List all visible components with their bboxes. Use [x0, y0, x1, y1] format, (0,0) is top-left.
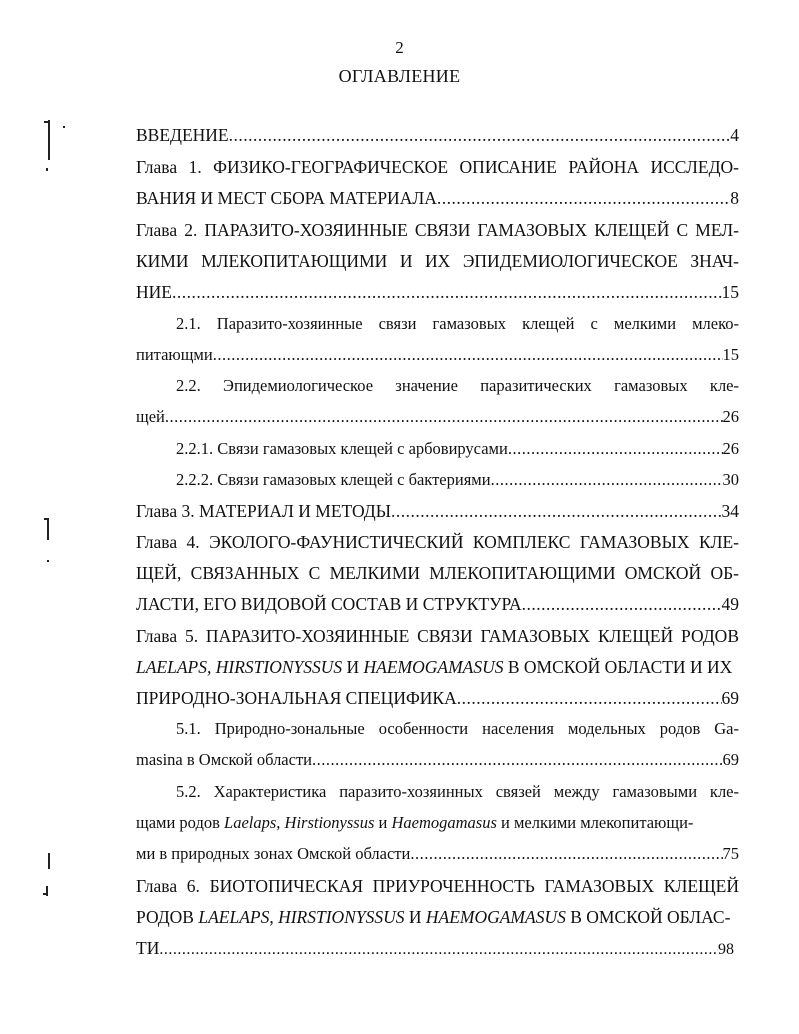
- toc-entry-chapter-3[interactable]: [136, 500, 739, 522]
- dot-leader: [437, 187, 730, 209]
- toc-entry-section-2-2-line-1[interactable]: 2.2. Эпидемиологическое значение паразитических гамазовых кле-: [176, 376, 739, 395]
- scan-artifact-mark: [63, 126, 65, 128]
- toc-entry-chapter-4-line-2[interactable]: ЩЕЙ, СВЯЗАННЫХ С МЕЛКИМИ МЛЕКОПИТАЮЩИМИ ОМСКОЙ ОБ-: [136, 563, 739, 583]
- toc-entry-chapter-2-line-2[interactable]: КИМИ МЛЕКОПИТАЮЩИМИ И ИХ ЭПИДЕМИОЛОГИЧЕСКОЕ ЗНАЧ-: [136, 251, 739, 271]
- toc-entry-page: 69: [722, 750, 739, 769]
- toc-entry-section-2-1-line-1[interactable]: 2.1. Паразито-хозяинные связи гамазовых клещей с мелкими млеко-: [176, 314, 739, 333]
- toc-entry-section-2-2-line-2[interactable]: [136, 406, 739, 428]
- scan-artifact-mark: [46, 886, 48, 896]
- toc-entry-title: 2.2.2. Связи гамазовых клещей с бактериями: [176, 470, 491, 489]
- toc-entry-title: ПРИРОДНО-ЗОНАЛЬНАЯ СПЕЦИФИКА: [136, 688, 457, 708]
- toc-entry-text: В ОМСКОЙ ОБЛАС-: [565, 907, 731, 927]
- genus-haemogamasus: HAEMOGAMASUS: [363, 657, 504, 677]
- page-number: 2: [395, 38, 404, 57]
- genus-hirstionyssus: HIRSTIONYSSUS: [215, 657, 343, 677]
- scan-artifact-mark: [44, 121, 49, 123]
- genus-haemogamasus: HAEMOGAMASUS: [425, 907, 566, 927]
- toc-entry-text: щами родов: [136, 813, 225, 832]
- toc-entry-title: ВАНИЯ И МЕСТ СБОРА МАТЕРИАЛА: [136, 188, 437, 208]
- scan-artifact-mark: [48, 853, 50, 869]
- toc-entry-chapter-2-line-1[interactable]: Глава 2. ПАРАЗИТО-ХОЗЯИННЫЕ СВЯЗИ ГАМАЗОВЫХ КЛЕЩЕЙ С МЕЛ-: [136, 220, 739, 240]
- dot-leader: [312, 749, 723, 771]
- genus-hirstionyssus: HIRSTIONYSSUS: [278, 907, 405, 927]
- toc-entry-title: ТИ: [136, 938, 160, 958]
- toc-entry-chapter-5-line-1[interactable]: Глава 5. ПАРАЗИТО-ХОЗЯИННЫЕ СВЯЗИ ГАМАЗОВЫХ КЛЕЩЕЙ РОДОВ: [136, 626, 739, 646]
- toc-entry-page: 4: [730, 125, 739, 145]
- toc-entry-section-5-2-line-1[interactable]: 5.2. Характеристика паразито-хозяинных связей между гамазовыми кле-: [176, 782, 739, 801]
- toc-entry-chapter-6-line-2[interactable]: [136, 906, 739, 928]
- toc-entry-chapter-1-line-2[interactable]: [136, 187, 739, 209]
- toc-entry-title: питающми: [136, 345, 213, 364]
- toc-entry-page: 34: [721, 501, 739, 521]
- toc-entry-text: ,: [276, 813, 285, 832]
- toc-entry-page: 26: [722, 439, 739, 458]
- toc-entry-page: 15: [721, 282, 739, 302]
- dot-leader: [410, 843, 722, 865]
- toc-entry-chapter-4-line-3[interactable]: [136, 593, 739, 615]
- toc-entry-chapter-2-line-3[interactable]: [136, 281, 739, 303]
- toc-entry-title: ми в природных зонах Омской области: [136, 844, 411, 863]
- dot-leader: [165, 406, 723, 428]
- toc-entry-section-5-1-line-1[interactable]: 5.1. Природно-зональные особенности населения модельных родов Ga-: [176, 719, 739, 738]
- toc-entry-title: masina в Омской области: [136, 750, 312, 769]
- toc-entry-text: и: [374, 813, 392, 832]
- toc-entry-title: ВВЕДЕНИЕ: [136, 125, 229, 145]
- scan-artifact-mark: [43, 893, 46, 895]
- toc-entry-page: 26: [722, 407, 739, 426]
- dot-leader: [229, 124, 731, 146]
- dot-leader: [522, 593, 722, 615]
- toc-entry-chapter-1-line-1[interactable]: Глава 1. ФИЗИКО-ГЕОГРАФИЧЕСКОЕ ОПИСАНИЕ РАЙОНА ИССЛЕДО-: [136, 157, 739, 177]
- toc-entry-page: 49: [721, 594, 739, 614]
- toc-entry-text: В ОМСКОЙ ОБЛАСТИ И ИХ: [503, 657, 733, 677]
- toc-entry-text: и мелкими млекопитающи-: [496, 813, 694, 832]
- dot-leader: [172, 281, 722, 303]
- toc-entry-title: ЛАСТИ, ЕГО ВИДОВОЙ СОСТАВ И СТРУКТУРА: [136, 594, 522, 614]
- toc-entry-page: 8: [730, 188, 739, 208]
- toc-entry-text: ,: [269, 907, 279, 927]
- toc-entry-section-2-1-line-2[interactable]: [136, 344, 739, 366]
- toc-entry-section-5-2-line-3[interactable]: [136, 843, 739, 865]
- toc-entry-page: 75: [722, 844, 739, 863]
- toc-entry-page: 30: [722, 470, 739, 489]
- genus-laelaps: LAELAPS: [198, 907, 270, 927]
- toc-entry-chapter-4-line-1[interactable]: Глава 4. ЭКОЛОГО-ФАУНИСТИЧЕСКИЙ КОМПЛЕКС ГАМАЗОВЫХ КЛЕ-: [136, 532, 739, 552]
- toc-entry-title: НИЕ: [136, 282, 172, 302]
- genus-laelaps: Laelaps: [224, 813, 277, 832]
- toc-entry-section-5-1-line-2[interactable]: [136, 749, 739, 771]
- toc-entry-page: 98: [718, 941, 734, 958]
- dot-leader: [508, 438, 723, 460]
- toc-entry-page: 69: [721, 688, 739, 708]
- scan-artifact-mark: [47, 560, 49, 562]
- toc-entry-title: Глава 3. МАТЕРИАЛ И МЕТОДЫ: [136, 501, 391, 521]
- toc-entry-title: щей: [136, 407, 165, 426]
- dot-leader: [391, 500, 722, 522]
- genus-haemogamasus: Haemogamasus: [391, 813, 497, 832]
- dot-leader: [159, 939, 718, 961]
- genus-laelaps: LAELAPS,: [136, 657, 212, 677]
- dot-leader: [457, 687, 722, 709]
- scan-artifact-mark: [48, 120, 50, 160]
- toc-entry-text: РОДОВ: [136, 907, 199, 927]
- toc-entry-chapter-6-line-1[interactable]: Глава 6. БИОТОПИЧЕСКАЯ ПРИУРОЧЕННОСТЬ ГАМАЗОВЫХ КЛЕЩЕЙ: [136, 876, 739, 896]
- toc-entry-text: И: [404, 907, 426, 927]
- genus-hirstionyssus: Hirstionyssus: [284, 813, 375, 832]
- toc-entry-chapter-5-line-3[interactable]: [136, 687, 739, 709]
- scan-artifact-mark: [44, 518, 49, 520]
- toc-entry-section-5-2-line-2[interactable]: [136, 812, 739, 834]
- toc-entry-section-2-2-2[interactable]: [176, 469, 739, 491]
- toc-entry-chapter-5-line-2[interactable]: [136, 656, 739, 678]
- scan-artifact-mark: [47, 518, 49, 540]
- toc-entry-introduction[interactable]: [136, 124, 739, 146]
- scan-artifact-mark: [46, 168, 48, 171]
- dot-leader: [213, 344, 723, 366]
- toc-entry-page: 15: [722, 345, 739, 364]
- toc-heading: ОГЛАВЛЕНИЕ: [338, 66, 461, 86]
- toc-entry-chapter-6-line-3[interactable]: [136, 937, 734, 961]
- toc-entry-title: 2.2.1. Связи гамазовых клещей с арбовирусами: [176, 439, 508, 458]
- conjunction: И: [342, 657, 364, 677]
- toc-entry-section-2-2-1[interactable]: [176, 438, 739, 460]
- dot-leader: [491, 469, 723, 491]
